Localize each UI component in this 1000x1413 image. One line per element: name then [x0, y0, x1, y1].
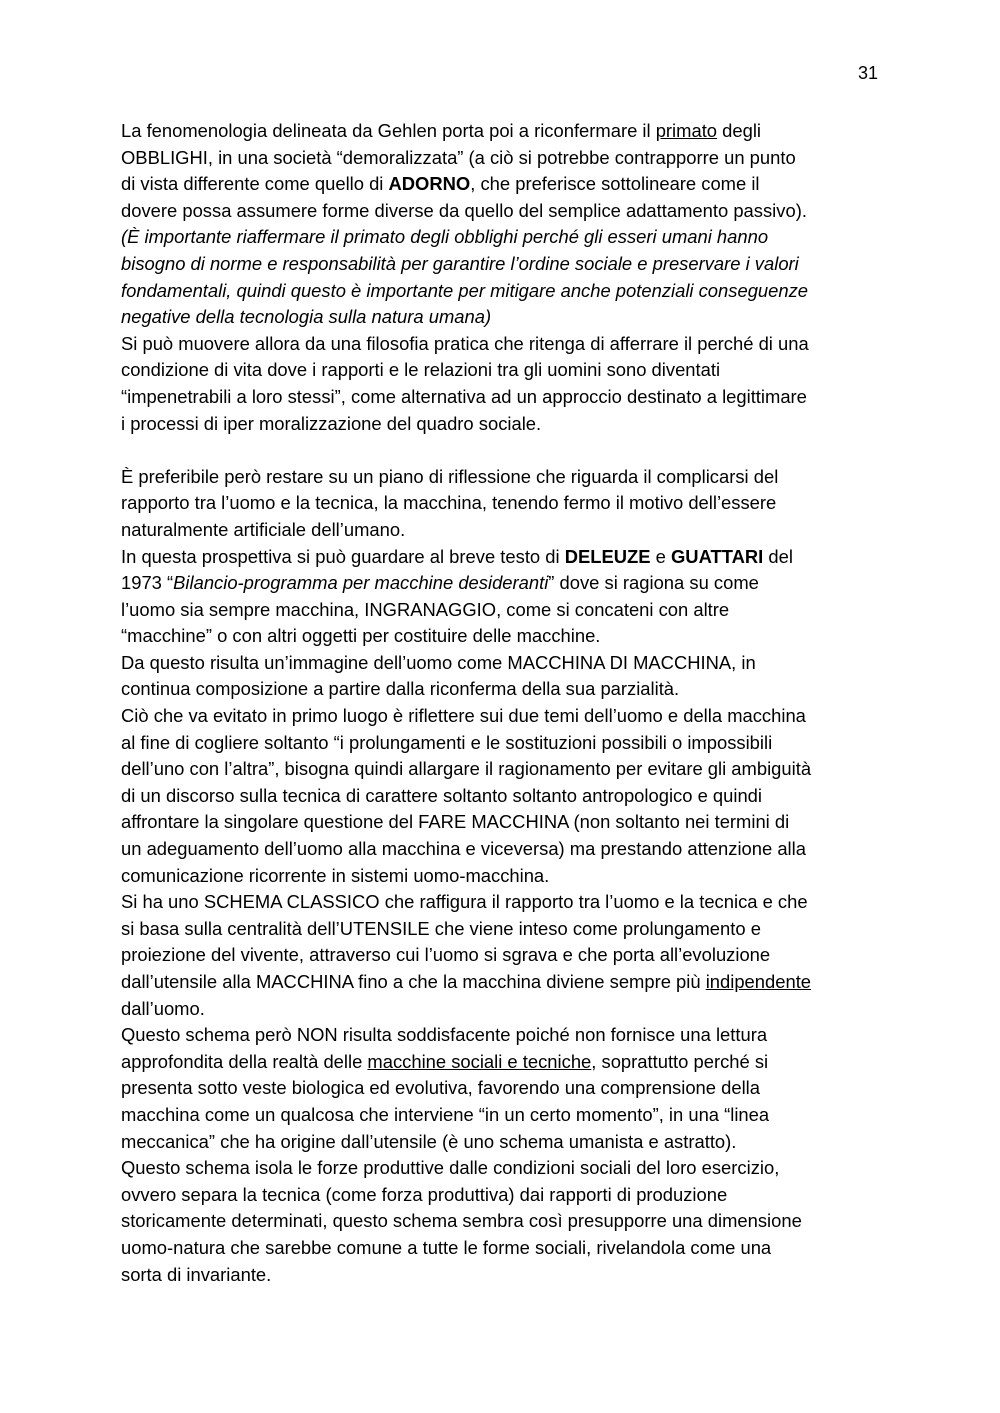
- paragraph-text: La fenomenologia delineata da Gehlen porta poi a riconfermare il: [121, 120, 656, 141]
- paragraph-text: degli OBBLIGHI, in una società “demoralizzata” (a ciò si potrebbe contrapporre un punto di vista differente come quello di: [121, 120, 796, 195]
- paragraph-italic-note: (È importante riaffermare il primato degli obblighi perché gli esseri umani hanno bisogno di norme e responsabilità per garantire l’ordine sociale e preservare i valori fondamentali, quindi questo è importante per mitigare anche potenziali conseguenze negative della tecnologia sulla natura umana): [121, 226, 809, 328]
- paragraph-filosofia-pratica: Si può muovere allora da una filosofia pratica che ritenga di afferrare il perché di una condizione di vita dove i rapporti e le relazioni tra gli uomini sono diventati “impenetrabili a loro stessi”, come alternativa ad un approccio destinato a legittimare i processi di iper moralizzazione del quadro sociale.: [121, 332, 809, 434]
- paragraph-text: Si ha uno SCHEMA CLASSICO che raffigura il rapporto tra l’uomo e la tecnica e che si basa sulla centralità dell’UTENSILE che viene inteso come prolungamento e proiezione del vivente, attraverso cui l’uomo si sgrava e che porta all’evoluzione dall’utensile alla MACCHINA fino a che la macchina diviene sempre più: [121, 891, 808, 992]
- paragraph-text: ” dove si ragiona su come l’uomo sia sempre macchina, INGRANAGGIO, come si concateni con altre “macchine” o con altri oggetti per costituire delle macchine.: [121, 572, 759, 647]
- underlined-term-primato: primato: [655, 120, 718, 141]
- paragraph-schema-insoddisfacente: [121, 1022, 891, 1155]
- paragraph-text: , che preferisce sottolineare come il dovere possa assumere forme diverse da quello del semplice adattamento passivo).: [121, 173, 807, 221]
- bold-name-guattari: GUATTARI: [671, 545, 764, 567]
- paragraph-fare-macchina: Ciò che va evitato in primo luogo è riflettere sui due temi dell’uomo e della macchina al fine di cogliere soltanto “i prolungamenti e le sostituzioni possibili o impossibili dell’uno con l’altra”, bisogna quindi allargare il ragionamento per evitare gli ambiguità di un discorso sulla tecnica di carattere soltanto soltanto antropologico e quindi affrontare la singolare questione del FARE MACCHINA (non soltanto nei termini di un adeguamento dell’uomo alla macchina e viceversa) ma prestando attenzione alla comunicazione ricorrente in sistemi uomo-macchina.: [121, 705, 812, 886]
- paragraph-schema-classico: [121, 889, 891, 1022]
- bold-name-adorno: ADORNO: [388, 173, 471, 195]
- paragraph-macchina-di-macchina: Da questo risulta un’immagine dell’uomo come MACCHINA DI MACCHINA, in continua composizione a partire dalla riconferma della sua parzialità.: [121, 651, 756, 700]
- paragraph-text: del 1973 “: [121, 545, 793, 594]
- paragraph-text: , soprattutto perché si presenta sotto veste biologica ed evolutiva, favorendo una comprensione della macchina come un qualcosa che interviene “in un certo momento”, in una “linea meccanica” che ha origine dall’utensile (è uno schema umanista e astratto).: [121, 1050, 770, 1152]
- paragraph-forze-produttive: Questo schema isola le forze produttive dalle condizioni sociali del loro esercizio, ovvero separa la tecnica (come forza produttiva) dai rapporti di produzione storicamente determinati, questo schema sembra così presupporre una dimensione uomo-natura che sarebbe comune a tutte le forme sociali, rivelandola come una sorta di invariante.: [121, 1157, 802, 1285]
- document-body: [121, 118, 891, 1288]
- bold-name-deleuze: DELEUZE: [564, 545, 651, 567]
- paragraph-text: e: [650, 545, 671, 567]
- paragraph-gehlen: [121, 118, 891, 224]
- paragraph-text: dall’uomo.: [121, 997, 205, 1019]
- paragraph-uomo-tecnica: È preferibile però restare su un piano di riflessione che riguarda il complicarsi del rapporto tra l’uomo e la tecnica, la macchina, tenendo fermo il motivo dell’essere naturalmente artificiale dell’umano.: [121, 465, 779, 540]
- page-number: 31: [857, 63, 878, 83]
- paragraph-text: In questa prospettiva si può guardare al breve testo di: [121, 545, 565, 567]
- underlined-term-indipendente: indipendente: [705, 971, 812, 992]
- underlined-term-macchine-sociali: macchine sociali e tecniche: [367, 1050, 592, 1072]
- paragraph-text: Questo schema però NON risulta soddisfacente poiché non fornisce una lettura approfondita della realtà delle: [121, 1024, 768, 1072]
- paragraph-deleuze-guattari: [121, 544, 891, 650]
- italic-title: Bilancio-programma per macchine desideranti: [173, 572, 549, 594]
